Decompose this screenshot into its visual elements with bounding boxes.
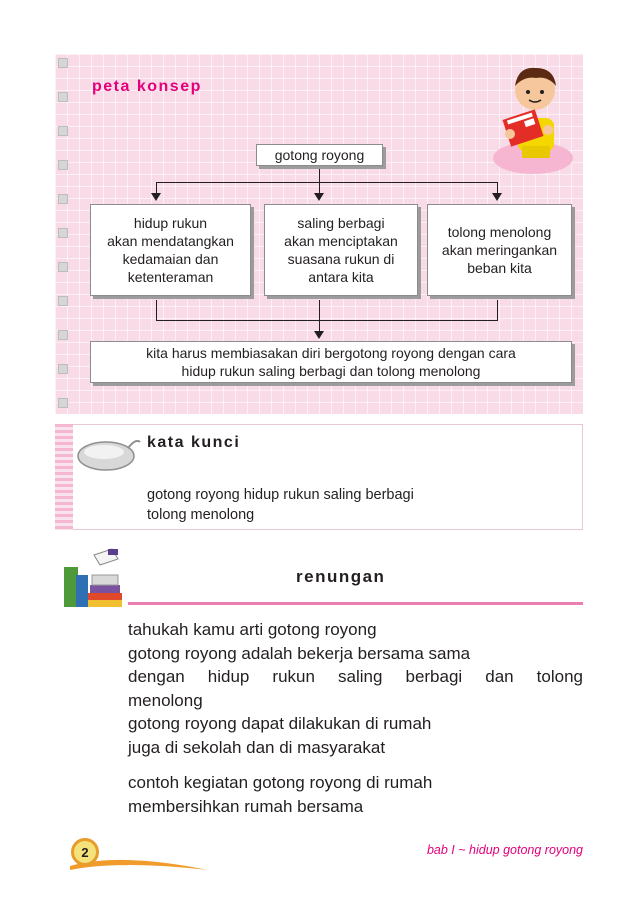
concept-branch-saling-berbagi	[264, 204, 418, 296]
arrow-middle	[314, 193, 324, 201]
kata-kunci-line: tolong menolong	[147, 507, 255, 523]
branch-label: tolong menolong akan meringankan beban kita	[441, 224, 558, 276]
section-title-peta-konsep: peta konsep	[92, 78, 202, 95]
kata-kunci-line: gotong royong hidup rukun saling berbagi	[147, 487, 414, 503]
branch-label: hidup rukun akan mendatangkan kedamaian dan ketenteraman	[107, 215, 234, 285]
concept-conclusion-box	[90, 341, 572, 383]
renungan-example	[128, 771, 583, 818]
kata-kunci-title: kata kunci	[147, 434, 241, 451]
renungan-line: dengan hidup rukun saling berbagi dan tolong	[128, 667, 583, 686]
branch-label: saling berbagi akan menciptakan suasana rukun di antara kita	[284, 215, 398, 285]
renungan-title: renungan	[296, 567, 386, 586]
connector-top-horizontal	[156, 182, 498, 183]
renungan-line: gotong royong dapat dilakukan di rumah	[128, 714, 432, 733]
chapter-footer: bab I ~ hidup gotong royong	[426, 843, 583, 857]
arrow-right	[492, 193, 502, 201]
concept-branch-tolong-menolong	[427, 204, 572, 296]
connector-mid-up	[319, 300, 320, 320]
renungan-line: juga di sekolah dan di masyarakat	[128, 737, 386, 757]
connector-bottom-horizontal	[156, 320, 498, 321]
renungan-line: membersihkan rumah bersama	[128, 796, 364, 816]
arrow-left	[151, 193, 161, 201]
renungan-divider	[128, 602, 583, 605]
mouse-icon	[76, 432, 142, 472]
child-reading-illustration	[488, 58, 578, 178]
conclusion-label: kita harus membiasakan diri bergotong royong dengan cara hidup rukun saling berbagi dan tolong menolong	[146, 345, 516, 379]
renungan-line: menolong	[128, 690, 203, 710]
kata-kunci-keywords	[147, 485, 414, 525]
books-icon	[60, 545, 128, 611]
concept-root-label: gotong royong	[274, 147, 365, 163]
concept-root-box	[256, 144, 383, 166]
binder-holes	[55, 54, 71, 414]
renungan-body	[128, 618, 583, 759]
kata-kunci-binding	[55, 424, 73, 530]
page-number-badge	[71, 838, 99, 866]
connector-root-down	[319, 169, 320, 182]
renungan-line: contoh kegiatan gotong royong di rumah	[128, 773, 433, 792]
renungan-line: tahukah kamu arti gotong royong	[128, 620, 377, 639]
connector-left-up	[156, 300, 157, 320]
page-number: 2	[81, 844, 89, 860]
renungan-line: gotong royong adalah bekerja bersama sama	[128, 643, 471, 663]
arrow-bottom	[314, 331, 324, 339]
connector-right-up	[497, 300, 498, 320]
concept-branch-hidup-rukun	[90, 204, 251, 296]
